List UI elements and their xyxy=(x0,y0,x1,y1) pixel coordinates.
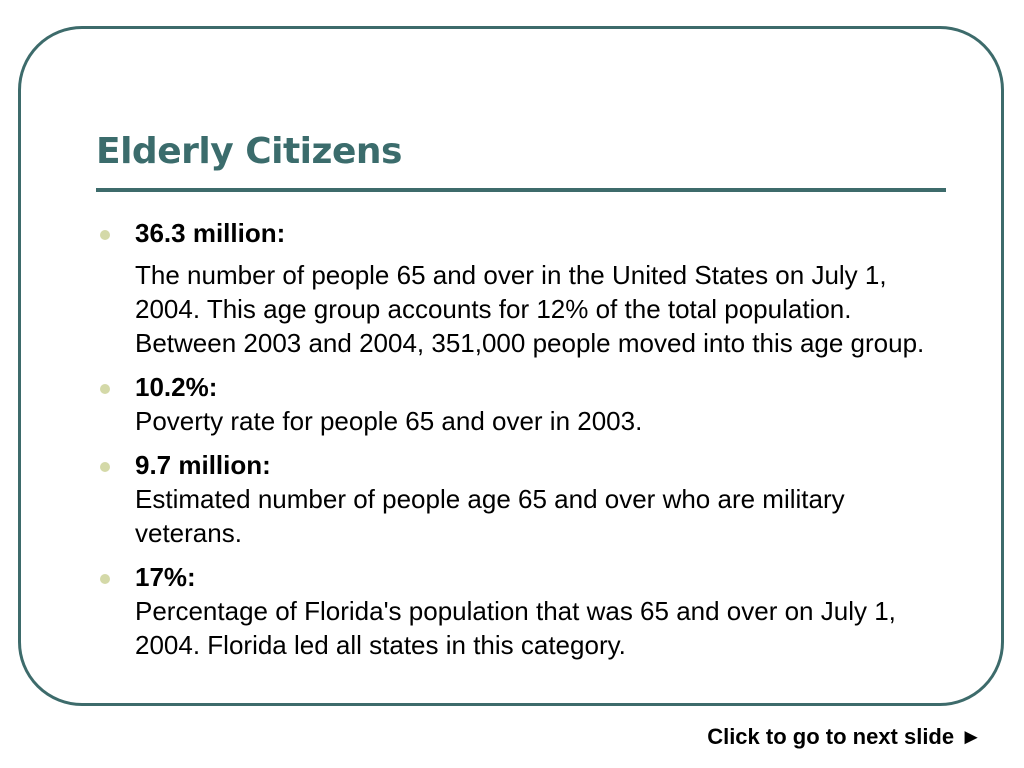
bullet-list xyxy=(96,216,956,672)
bullet-text: Poverty rate for people 65 and over in 2003. xyxy=(135,406,643,436)
bullet-item xyxy=(96,560,956,662)
bullet-heading: 10.2%: xyxy=(135,372,218,402)
bullet-item xyxy=(96,370,956,438)
slide-title: Elderly Citizens xyxy=(96,131,402,172)
bullet-dot-icon xyxy=(100,230,110,240)
bullet-heading: 36.3 million: xyxy=(135,218,286,248)
bullet-heading: 17%: xyxy=(135,562,196,592)
bullet-text: The number of people 65 and over in the United States on July 1, 2004. This age group accounts for 12% of the total population. Between 2003 and 2004, 351,000 people moved into this age group. xyxy=(135,260,925,358)
bullet-text: Estimated number of people age 65 and over who are military veterans. xyxy=(135,484,845,548)
bullet-item xyxy=(96,448,956,550)
bullet-dot-icon xyxy=(100,384,110,394)
bullet-dot-icon xyxy=(100,574,110,584)
title-divider xyxy=(96,188,946,192)
bullet-heading: 9.7 million: xyxy=(135,450,271,480)
bullet-text: Percentage of Florida's population that was 65 and over on July 1, 2004. Florida led all states in this category. xyxy=(135,596,896,660)
bullet-item xyxy=(96,216,956,360)
next-slide-link[interactable]: Click to go to next slide ► xyxy=(707,724,982,749)
bullet-dot-icon xyxy=(100,462,110,472)
